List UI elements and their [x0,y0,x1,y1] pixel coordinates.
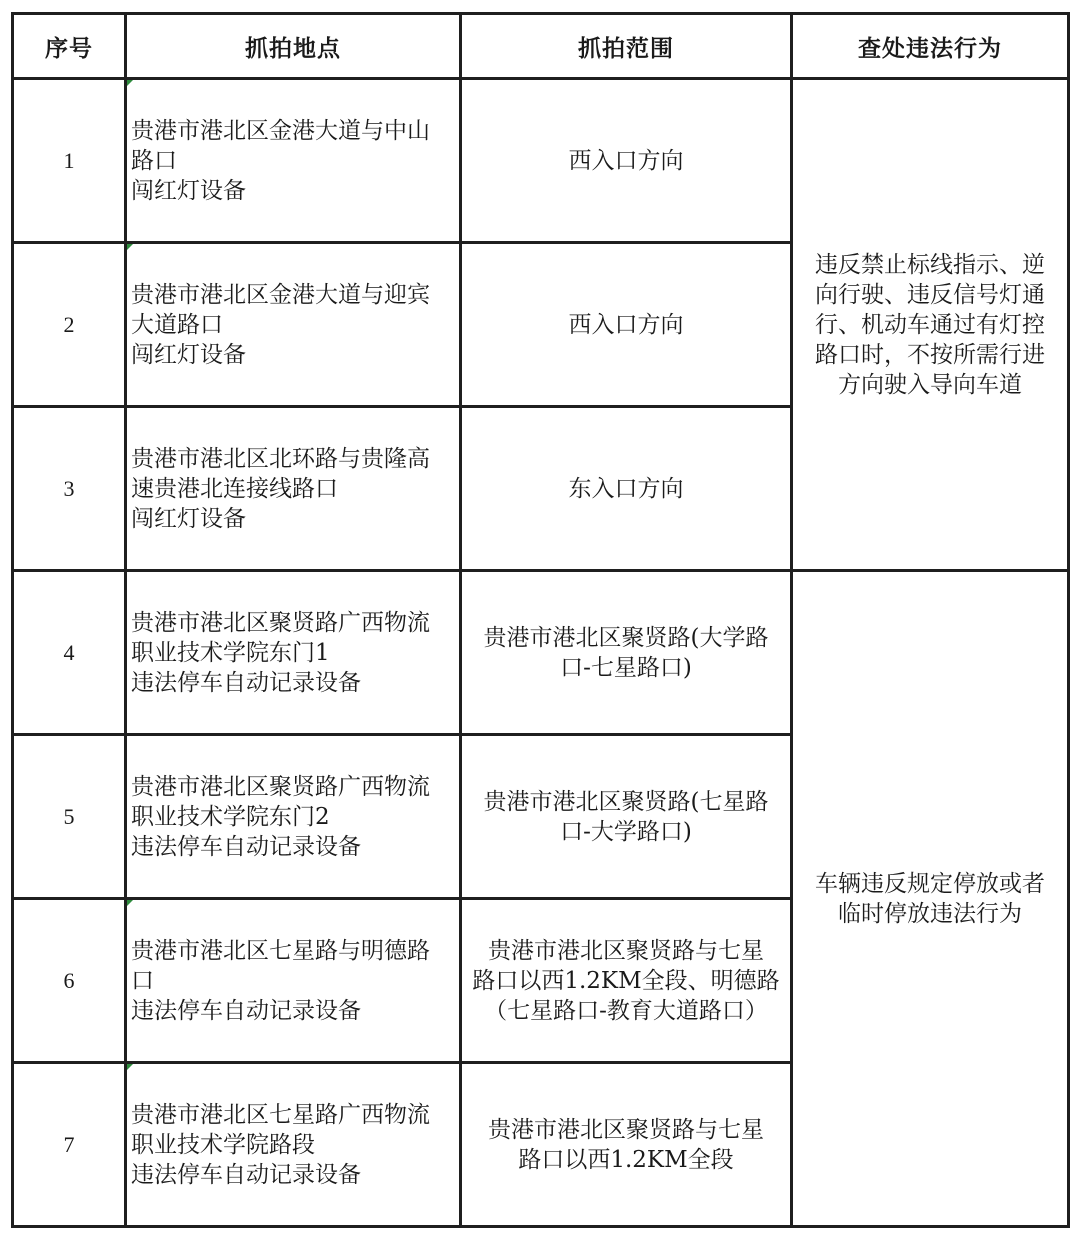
header-range: 抓拍范围 [461,14,792,79]
range-line: 贵港市港北区聚贤路与七星 [488,1116,764,1143]
range-line: 西入口方向 [568,311,684,338]
location-line: 职业技术学院东门2 [131,803,330,830]
action-line: 车辆违反规定停放或者 [815,870,1045,897]
row-index: 7 [13,1063,126,1227]
location-line: 口 [131,967,154,994]
row-index: 3 [13,407,126,571]
range-line: 西入口方向 [568,147,684,174]
action-line: 行、机动车通过有灯控 [815,311,1045,338]
row-index: 5 [13,735,126,899]
row-range [461,1063,792,1227]
range-line: 贵港市港北区聚贤路与七星 [488,937,764,964]
row-range [461,899,792,1063]
row-location [126,571,461,735]
row-index: 4 [13,571,126,735]
row-range [461,79,792,243]
location-line: 贵港市港北区聚贤路广西物流 [131,609,430,636]
range-line: 口-大学路口) [560,818,692,845]
location-line: 闯红灯设备 [131,341,246,368]
location-line: 闯红灯设备 [131,505,246,532]
location-line: 贵港市港北区金港大道与中山 [131,117,430,144]
header-location: 抓拍地点 [126,14,461,79]
row-range [461,407,792,571]
action-line: 临时停放违法行为 [838,900,1022,927]
row-range [461,571,792,735]
location-line: 职业技术学院东门1 [131,639,330,666]
location-line: 违法停车自动记录设备 [131,669,361,696]
enforcement-table-container [11,12,1070,1228]
header-action: 查处违法行为 [792,14,1069,79]
location-line: 速贵港北连接线路口 [131,475,338,502]
row-location [126,407,461,571]
row-location [126,1063,461,1227]
row-location [126,79,461,243]
action-cell-group-1 [792,79,1069,571]
header-index: 序号 [13,14,126,79]
row-location [126,243,461,407]
range-line: 口-七星路口) [560,654,692,681]
cell-comment-marker-icon [127,1064,133,1070]
location-line: 贵港市港北区聚贤路广西物流 [131,773,430,800]
row-range [461,243,792,407]
location-line: 贵港市港北区北环路与贵隆高 [131,445,430,472]
location-line: 职业技术学院路段 [131,1131,315,1158]
location-line: 违法停车自动记录设备 [131,997,361,1024]
location-line: 大道路口 [131,311,223,338]
enforcement-table [11,12,1070,1228]
row-index: 2 [13,243,126,407]
cell-comment-marker-icon [127,80,133,86]
action-line: 违反禁止标线指示、逆 [815,251,1045,278]
location-line: 贵港市港北区七星路广西物流 [131,1101,430,1128]
row-location [126,899,461,1063]
row-index: 6 [13,899,126,1063]
action-line: 向行驶、违反信号灯通 [815,281,1045,308]
location-line: 贵港市港北区七星路与明德路 [131,937,430,964]
location-line: 贵港市港北区金港大道与迎宾 [131,281,430,308]
row-index: 1 [13,79,126,243]
range-line: （七星路口-教育大道路口） [484,997,768,1024]
action-line: 路口时，不按所需行进 [815,341,1045,368]
cell-comment-marker-icon [127,244,133,250]
table-row [13,79,1069,243]
location-line: 违法停车自动记录设备 [131,1161,361,1188]
table-header-row [13,14,1069,79]
range-line: 贵港市港北区聚贤路(七星路 [483,788,769,815]
location-line: 违法停车自动记录设备 [131,833,361,860]
location-line: 闯红灯设备 [131,177,246,204]
row-range [461,735,792,899]
cell-comment-marker-icon [127,900,133,906]
row-location [126,735,461,899]
range-line: 东入口方向 [568,475,684,502]
table-row [13,571,1069,735]
action-cell-group-2 [792,571,1069,1227]
range-line: 贵港市港北区聚贤路(大学路 [483,624,769,651]
action-line: 方向驶入导向车道 [838,371,1022,398]
range-line: 路口以西1.2KM全段、明德路 [472,967,780,994]
range-line: 路口以西1.2KM全段 [518,1146,734,1173]
location-line: 路口 [131,147,177,174]
